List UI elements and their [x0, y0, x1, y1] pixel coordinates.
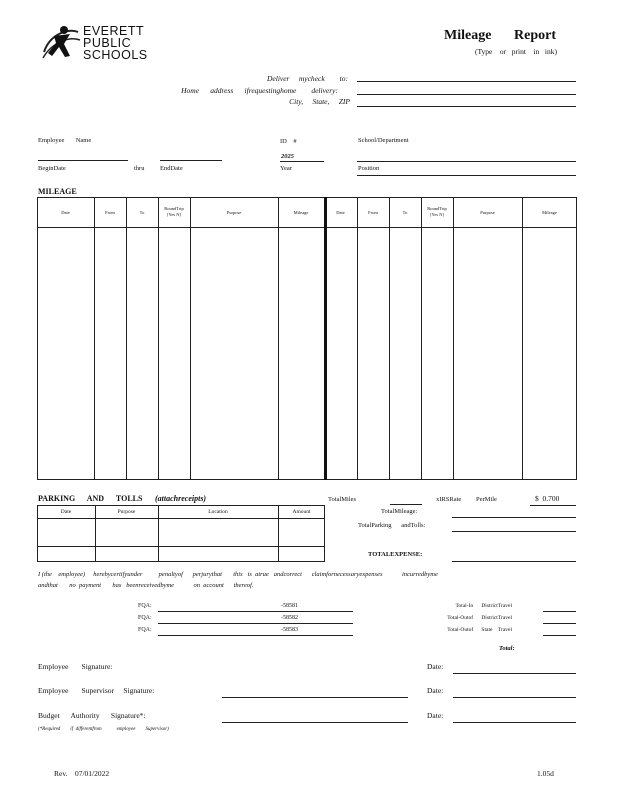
irs-rate-label: xIRSRate — [436, 496, 462, 503]
mileage-col-rule — [37, 197, 38, 480]
mileage-col-rule — [421, 197, 422, 480]
mileage-col-rule — [190, 197, 191, 480]
total-expense-label: TOTALEXPENSE: — [368, 551, 423, 558]
logo — [40, 22, 155, 66]
certify-line1: I (the employee) herebycertifyunder penaltyof perjurythat this is atrue andcorrect claimfornecessaryexpenses incurredbyme — [38, 571, 438, 578]
date-label: Date: — [427, 662, 444, 671]
fqa-label: FQA: — [138, 615, 152, 621]
id-field[interactable] — [280, 161, 324, 162]
signature-label: Employee Signature: — [38, 662, 113, 671]
parking-col-header: Date — [60, 509, 72, 515]
mileage-col-rule — [453, 197, 454, 480]
delivery-line-a[interactable] — [357, 81, 576, 82]
parking-col-header: Location — [208, 509, 228, 515]
mileage-heading: MILEAGE — [38, 187, 77, 196]
delivery-line-b[interactable] — [357, 94, 576, 95]
mileage-table — [37, 197, 577, 480]
parking-attach: (attachreceipts) — [155, 494, 207, 503]
signature-field[interactable] — [222, 722, 408, 723]
mileage-col-header: Mileage — [293, 210, 309, 215]
fqa-label: FQA: — [138, 603, 152, 609]
fqa-total-field[interactable] — [543, 611, 576, 612]
runner-logo-icon — [40, 22, 82, 64]
total-mileage-label: TotalMileage: — [381, 508, 418, 515]
revision-date: Rev. 07/01/2022 — [54, 769, 110, 778]
date-field[interactable] — [453, 673, 576, 674]
mileage-col-rule — [126, 197, 127, 480]
delivery-line1: Deliver mycheck to: — [266, 74, 348, 83]
signature-label: Budget Authority Signature*: — [38, 711, 146, 720]
total-label: Total: — [499, 645, 515, 652]
fqa-total-label: Total-Outof DistrictTravel — [447, 615, 512, 621]
year-value: 2025 — [281, 153, 294, 160]
fqa-field[interactable] — [158, 635, 353, 636]
thru-label: thru — [134, 165, 145, 172]
signature-label: Employee Supervisor Signature: — [38, 686, 155, 695]
fqa-field[interactable] — [158, 611, 353, 612]
title-sub: (Type or print in ink) — [475, 47, 557, 56]
mileage-center-divider — [324, 197, 327, 480]
total-miles-label: TotalMiles — [328, 496, 357, 503]
mileage-col-rule — [278, 197, 279, 480]
mileage-col-header: Mileage — [542, 210, 557, 215]
date-field[interactable] — [453, 697, 576, 698]
mileage-header-rule — [37, 227, 577, 228]
title-word2: Report — [514, 28, 556, 43]
employee-name-field[interactable] — [38, 160, 128, 161]
mileage-col-header: Purpose — [480, 210, 495, 215]
position-field[interactable] — [357, 175, 576, 176]
school-field[interactable] — [357, 161, 576, 162]
end-date-field-top[interactable] — [160, 160, 222, 161]
date-label: Date: — [427, 686, 444, 695]
mileage-col-rule — [158, 197, 159, 480]
fqa-total-label: Total-Outof State Travel — [447, 627, 512, 633]
fqa-field[interactable] — [158, 623, 353, 624]
mileage-col-header: RoundTrip [Yes N] — [164, 206, 184, 217]
delivery-line3: City, State, ZIP — [289, 97, 350, 106]
logo-line3: SCHOOLS — [83, 48, 148, 62]
mileage-col-header: Date — [61, 210, 70, 215]
mileage-col-header: To — [402, 210, 408, 215]
date-field[interactable] — [453, 722, 576, 723]
mileage-col-rule — [94, 197, 95, 480]
mileage-col-rule — [522, 197, 523, 480]
mileage-col-rule — [357, 197, 358, 480]
fqa-code: -58581 — [281, 603, 298, 609]
mileage-col-header: Purpose — [226, 210, 242, 215]
mileage-col-rule — [389, 197, 390, 480]
rate-underline — [530, 505, 576, 506]
id-label: ID # — [280, 138, 297, 145]
delivery-line-c[interactable] — [357, 106, 576, 107]
title-word1: Mileage — [444, 28, 492, 43]
total-parking-label: TotalParking andTolls: — [358, 522, 426, 529]
school-label: School/Department — [358, 137, 409, 144]
mileage-col-header: Date — [336, 210, 345, 215]
parking-heading: PARKING AND TOLLS — [38, 494, 143, 503]
end-date-label: EndDate — [160, 165, 183, 172]
fqa-total-field[interactable] — [543, 635, 576, 636]
begin-date-label: BeginDate — [38, 165, 66, 172]
per-mile-label: PerMile — [476, 496, 497, 503]
signature-field[interactable] — [222, 697, 408, 698]
total-parking-field[interactable] — [452, 531, 576, 532]
fqa-total-field[interactable] — [543, 623, 576, 624]
year-label: Year — [280, 165, 292, 172]
mileage-col-header: From — [368, 210, 378, 215]
mileage-col-header: To — [139, 210, 145, 215]
delivery-line2: Home address ifrequestinghome delivery: — [181, 86, 338, 95]
position-label: Position — [358, 165, 380, 172]
mileage-col-header: RoundTrip [Yes N] — [427, 206, 447, 217]
total-miles-field[interactable] — [390, 504, 422, 505]
mileage-col-header: From — [105, 210, 115, 215]
employee-name-label: Employee Name — [38, 137, 92, 144]
parking-header-rule — [37, 518, 325, 519]
fqa-total-label: Total-In DistrictTravel — [455, 603, 512, 609]
fqa-code: -58582 — [281, 615, 298, 621]
logo-line2: PUBLIC — [83, 36, 132, 50]
logo-line1: EVERETT — [83, 24, 145, 38]
parking-col-header: Purpose — [117, 509, 136, 515]
footnote: (*Required if differentfrom employee Supervisor) — [38, 727, 169, 732]
fqa-code: -58583 — [281, 627, 298, 633]
total-mileage-field[interactable] — [452, 517, 576, 518]
form-code: 1.05d — [537, 769, 554, 778]
total-expense-field[interactable] — [452, 561, 576, 562]
irs-rate-value: $ 0.700 — [535, 494, 560, 503]
certify-line2: andthat no payment has beenreceivedbyme on account thereof. — [38, 582, 254, 589]
date-label: Date: — [427, 711, 444, 720]
fqa-label: FQA: — [138, 627, 152, 633]
parking-col-header: Amount — [292, 509, 311, 515]
parking-row-rule — [37, 546, 325, 547]
